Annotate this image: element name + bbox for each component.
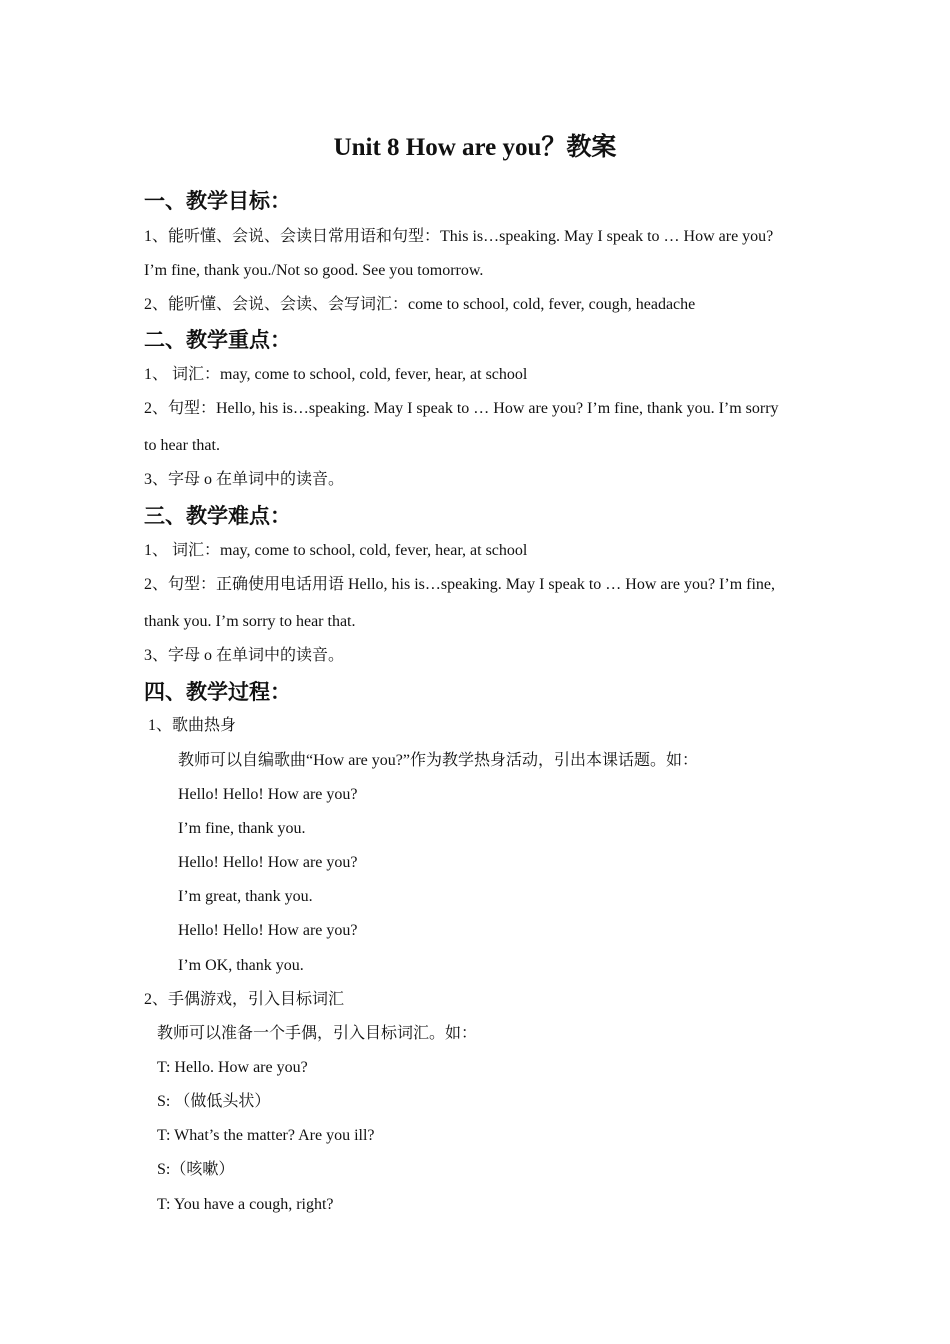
song-line: Hello! Hello! How are you? bbox=[178, 786, 358, 803]
paragraph-line: 2、能听懂、会说、会读、会写词汇：come to school, cold, fever, cough, headache bbox=[144, 296, 696, 313]
dialogue-line: S: （做低头状） bbox=[157, 1093, 271, 1110]
step-heading: 2、手偶游戏，引入目标词汇 bbox=[144, 991, 345, 1008]
section-heading-difficulties: 三、教学难点： bbox=[144, 504, 291, 528]
paragraph-line: 1、 词汇：may, come to school, cold, fever, hear, at school bbox=[144, 366, 528, 383]
dialogue-line: T: Hello. How are you? bbox=[157, 1059, 308, 1076]
paragraph-line: 1、能听懂、会说、会读日常用语和句型：This is…speaking. May I speak to … How are you? bbox=[144, 228, 774, 245]
paragraph-line: 2、句型：Hello, his is…speaking. May I speak to … How are you? I’m fine, thank you. I’m sorry bbox=[144, 400, 779, 417]
dialogue-line: T: You have a cough, right? bbox=[157, 1196, 334, 1213]
paragraph-line: 教师可以自编歌曲“How are you?”作为教学热身活动，引出本课话题。如： bbox=[178, 752, 698, 769]
step-heading: 1、歌曲热身 bbox=[148, 717, 237, 734]
paragraph-line: to hear that. bbox=[144, 437, 220, 454]
dialogue-line: T: What’s the matter? Are you ill? bbox=[157, 1127, 375, 1144]
paragraph-line: 2、句型：正确使用电话用语 Hello, his is…speaking. May I speak to … How are you? I’m fine, bbox=[144, 576, 776, 593]
paragraph-line: I’m fine, thank you./Not so good. See you tomorrow. bbox=[144, 262, 484, 279]
section-heading-key-points: 二、教学重点： bbox=[144, 328, 291, 352]
paragraph-line: 3、字母 o 在单词中的读音。 bbox=[144, 647, 345, 664]
song-line: I’m OK, thank you. bbox=[178, 957, 304, 974]
song-line: Hello! Hello! How are you? bbox=[178, 922, 358, 939]
paragraph-line: 3、字母 o 在单词中的读音。 bbox=[144, 471, 345, 488]
song-line: Hello! Hello! How are you? bbox=[178, 854, 358, 871]
section-heading-objectives: 一、教学目标： bbox=[144, 189, 291, 213]
dialogue-line: S:（咳嗽） bbox=[157, 1161, 235, 1178]
paragraph-line: thank you. I’m sorry to hear that. bbox=[144, 613, 356, 630]
song-line: I’m fine, thank you. bbox=[178, 820, 306, 837]
section-heading-procedure: 四、教学过程： bbox=[144, 680, 291, 704]
song-line: I’m great, thank you. bbox=[178, 888, 313, 905]
document-title: Unit 8 How are you？教案 bbox=[333, 134, 617, 161]
paragraph-line: 1、 词汇：may, come to school, cold, fever, hear, at school bbox=[144, 542, 528, 559]
paragraph-line: 教师可以准备一个手偶，引入目标词汇。如： bbox=[157, 1025, 478, 1042]
